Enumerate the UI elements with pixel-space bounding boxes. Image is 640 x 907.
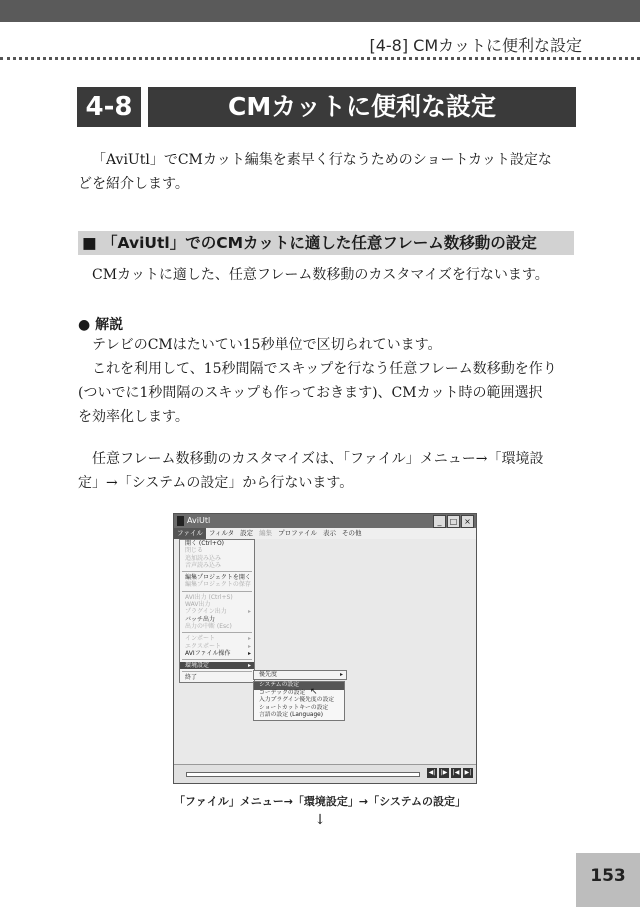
dotted-divider	[0, 57, 640, 60]
file-menu-item-label: 開く (Ctrl+O)	[185, 540, 225, 547]
subsection-heading: ■ 「AviUtl」でのCMカットに適した任意フレーム数移動の設定	[78, 231, 574, 255]
system-submenu	[253, 681, 345, 721]
commentary-line: 定」→「システムの設定」から行ないます。	[78, 475, 354, 491]
file-menu-item[interactable]	[180, 674, 254, 681]
last-frame-button[interactable]: ▶|	[464, 769, 472, 776]
next-frame-button[interactable]: |▶	[440, 769, 448, 776]
file-menu-item[interactable]	[180, 594, 254, 601]
system-submenu-item[interactable]: コーデックの設定	[259, 689, 306, 696]
file-menu-item-label: 環境設定	[185, 662, 210, 670]
commentary-line: テレビのCMはたいてい15秒単位で区切られています。	[92, 337, 442, 353]
file-menu-item[interactable]	[180, 623, 254, 630]
file-menu-item[interactable]	[180, 555, 254, 562]
frame-slider[interactable]	[186, 772, 420, 777]
submenu-arrow-icon: ▸	[247, 635, 251, 643]
submenu-arrow-icon: ▸	[339, 671, 343, 678]
file-menu-item[interactable]	[180, 608, 254, 615]
figure-caption: 「ファイル」メニュー→「環境設定」→「システムの設定」	[173, 795, 467, 808]
commentary-line: これを利用して、15秒間隔でスキップを行なう任意フレーム数移動を作り	[92, 361, 557, 377]
maximize-button[interactable]: □	[447, 515, 460, 528]
file-menu-item-label: 編集プロジェクトの保存	[185, 581, 251, 589]
file-menu-item-label: 音声読み込み	[185, 561, 222, 569]
menu-settings[interactable]: 設定	[240, 529, 254, 537]
system-submenu-item[interactable]: 入力プラグイン優先度の設定	[259, 697, 335, 703]
file-menu	[179, 539, 255, 683]
file-menu-item[interactable]	[180, 662, 254, 669]
file-menu-item-label: 出力の中断 (Esc)	[185, 622, 232, 630]
commentary-heading: ● 解説	[78, 317, 124, 333]
file-menu-item[interactable]	[180, 562, 254, 569]
window-titlebar	[174, 514, 476, 528]
menu-file[interactable]: ファイル	[174, 528, 206, 539]
menu-filter[interactable]: フィルタ	[208, 529, 235, 537]
menu-separator	[182, 671, 252, 672]
file-menu-item-label: AVI出力 (Ctrl+S)	[185, 593, 233, 601]
menu-separator	[182, 659, 252, 660]
first-frame-button[interactable]: |◀	[452, 769, 460, 776]
subsection-lead: CMカットに適した、任意フレーム数移動のカスタマイズを行ないます。	[92, 267, 549, 283]
submenu-arrow-icon: ▸	[247, 649, 251, 657]
close-button[interactable]: ×	[461, 515, 474, 528]
status-bar	[174, 764, 476, 783]
intro-line: 「AviUtl」でCMカット編集を素早く行なうためのショートカット設定な	[92, 152, 552, 168]
submenu-item-label: 優先度	[259, 671, 278, 678]
submenu-arrow-icon: ▸	[247, 608, 251, 616]
aviutl-window-screenshot	[173, 513, 477, 784]
frame-nav-buttons	[427, 768, 473, 778]
down-arrow-icon: ↓	[314, 812, 326, 828]
file-menu-item[interactable]	[180, 616, 254, 623]
menu-view[interactable]: 表示	[322, 529, 336, 537]
mouse-cursor-icon: ↖	[310, 687, 318, 697]
file-menu-item[interactable]	[180, 650, 254, 657]
file-menu-item-label: 終了	[185, 674, 198, 682]
menu-separator	[182, 591, 252, 592]
file-menu-item-label: AVIファイル操作	[185, 649, 231, 657]
file-menu-item-label: プラグイン出力	[185, 608, 227, 616]
commentary-paragraph	[78, 333, 578, 429]
top-bar	[0, 0, 640, 22]
file-menu-item[interactable]	[180, 547, 254, 554]
menu-profile[interactable]: プロファイル	[278, 529, 317, 537]
system-submenu-item[interactable]: 言語の設定 (Language)	[259, 712, 323, 718]
menu-edit[interactable]: 編集	[259, 529, 273, 537]
page-number: 153	[576, 853, 640, 907]
file-menu-item-label: バッチ出力	[185, 615, 216, 623]
file-menu-item-label: 編集プロジェクトを開く	[185, 574, 251, 582]
file-menu-item[interactable]	[180, 635, 254, 642]
file-menu-item-label: 閉じる	[185, 547, 204, 555]
file-menu-item[interactable]	[180, 643, 254, 650]
env-submenu	[253, 670, 347, 680]
window-controls	[433, 515, 474, 528]
commentary-line: 任意フレーム数移動のカスタマイズは、「ファイル」メニュー→「環境設	[92, 451, 544, 467]
system-submenu-item[interactable]: システムの設定	[254, 682, 344, 690]
menu-separator	[182, 571, 252, 572]
menubar	[174, 528, 476, 539]
commentary-paragraph-2	[78, 447, 578, 495]
minimize-button[interactable]: _	[433, 515, 446, 528]
commentary-line: (ついでに1秒間隔のスキップも作っておきます)、CMカット時の範囲選択	[78, 385, 543, 401]
prev-frame-button[interactable]: ◀|	[428, 769, 436, 776]
submenu-arrow-icon: ▸	[247, 642, 251, 650]
window-title: AviUtl	[187, 516, 211, 525]
file-menu-item-label: WAV出力	[185, 601, 211, 609]
submenu-arrow-icon: ▸	[247, 662, 251, 670]
section-number: 4-8	[77, 87, 141, 127]
section-title: CMカットに便利な設定	[148, 87, 576, 127]
intro-line: どを紹介します。	[78, 176, 189, 192]
file-menu-item[interactable]	[180, 581, 254, 588]
running-header: [4-8] CMカットに便利な設定	[369, 36, 582, 55]
intro-paragraph	[78, 148, 578, 196]
app-icon	[177, 516, 184, 526]
system-submenu-item[interactable]: ショートカットキーの設定	[259, 704, 329, 711]
menu-separator	[182, 632, 252, 633]
commentary-line: を効率化します。	[78, 409, 189, 425]
submenu-item-priority[interactable]	[254, 671, 346, 679]
file-menu-item-label: 追加読み込み	[185, 554, 222, 562]
file-menu-item-label: エクスポート	[185, 642, 221, 650]
menu-other[interactable]: その他	[341, 529, 362, 537]
file-menu-item-label: インポート	[185, 635, 216, 643]
